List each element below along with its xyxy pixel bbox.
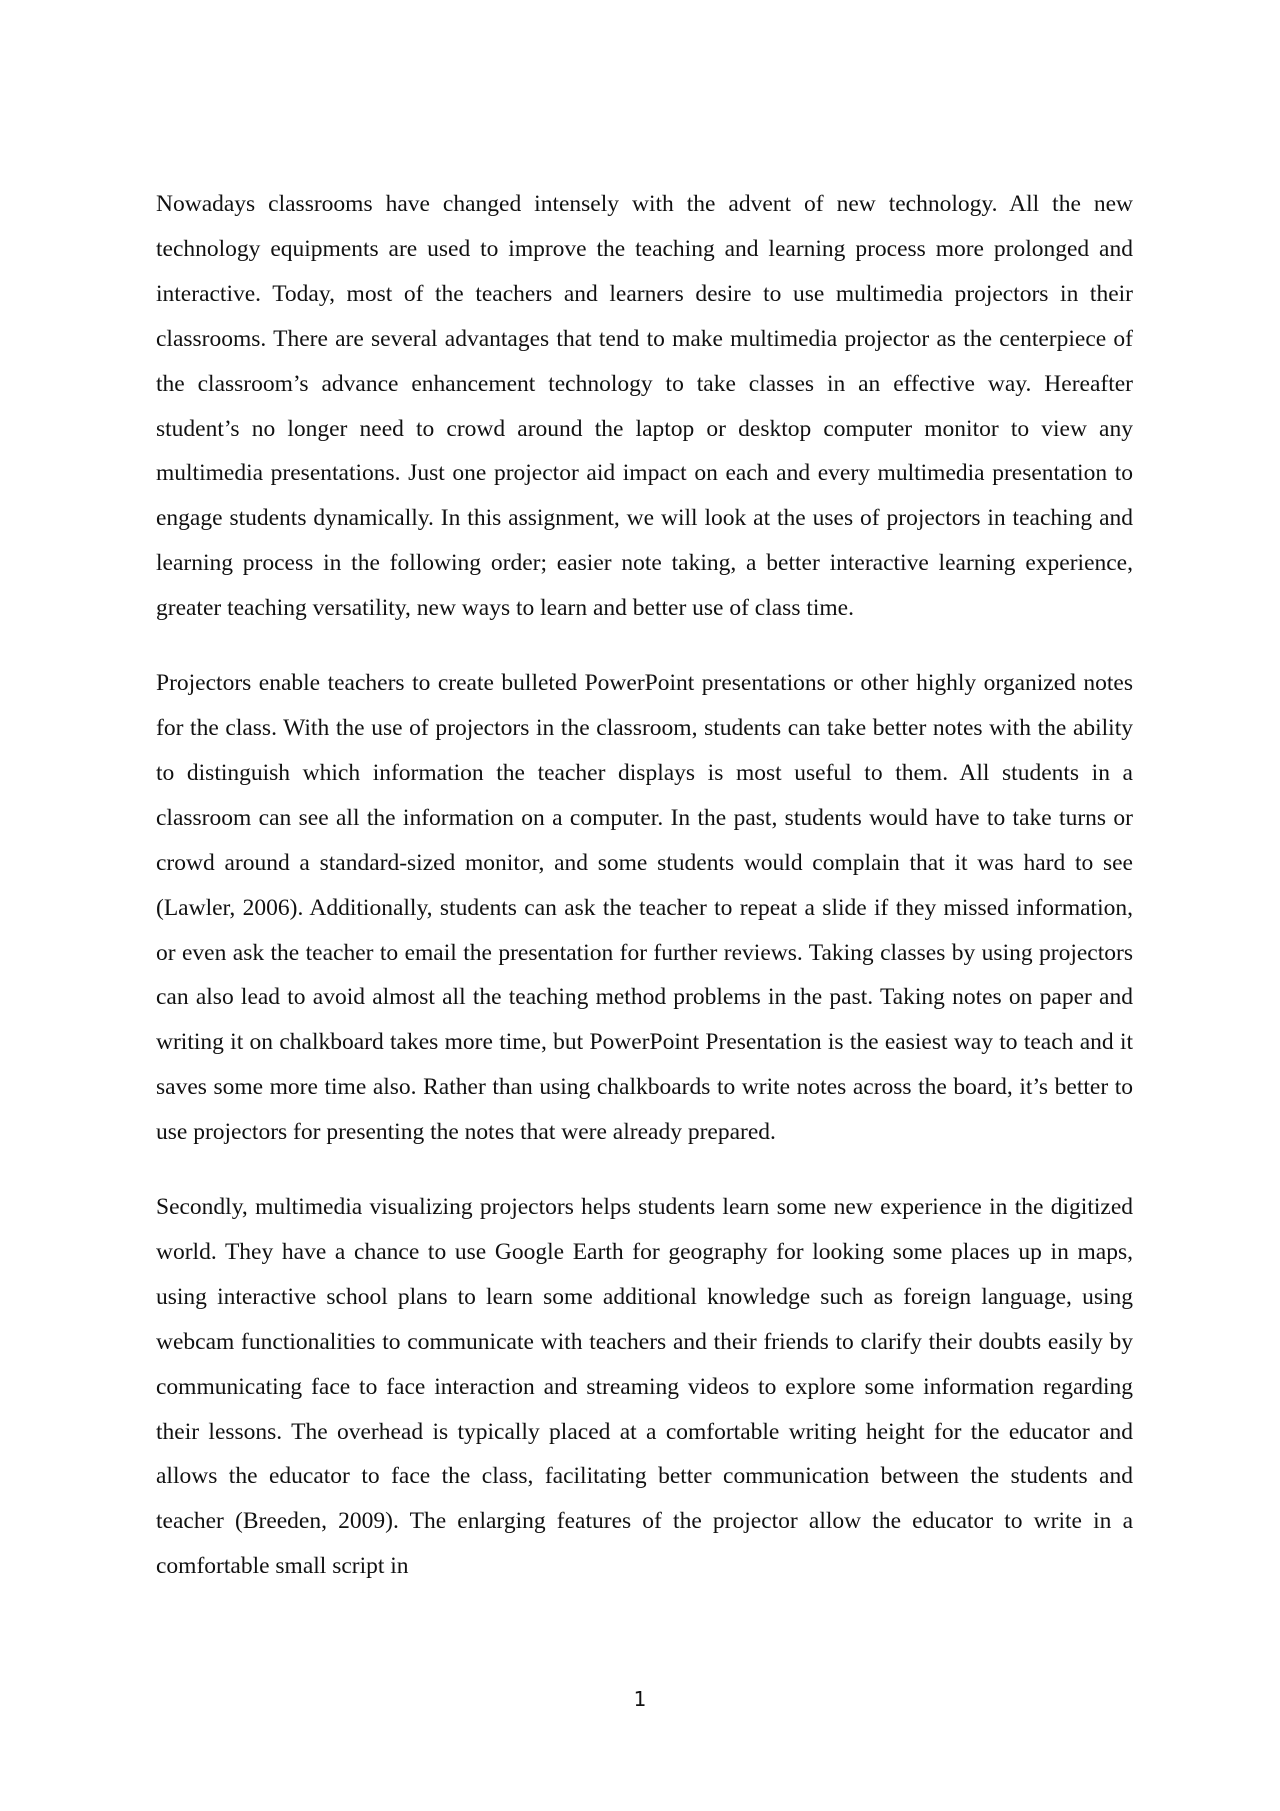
page-number: 1 [633,1687,647,1711]
document-body [156,182,1133,1619]
paragraph-note-taking: Projectors enable teachers to create bulleted PowerPoint presentations or other highly organized notes for the class. With the use of projectors in the classroom, students can take better notes with the ability to distinguish which information the teacher displays is most useful to them. All students in a classroom can see all the information on a computer. In the past, students would have to take turns or crowd around a standard-sized monitor, and some students would complain that it was hard to see (Lawler, 2006). Additionally, students can ask the teacher to repeat a slide if they missed information, or even ask the teacher to email the presentation for further reviews. Taking classes by using projectors can also lead to avoid almost all the teaching method problems in the past. Taking notes on paper and writing it on chalkboard takes more time, but PowerPoint Presentation is the easiest way to teach and it saves some more time also. Rather than using chalkboards to write notes across the board, it’s better to use projectors for presenting the notes that were already prepared. [156,670,1133,1146]
paragraph-intro: Nowadays classrooms have changed intensely with the advent of new technology. All the new technology equipments are used to improve the teaching and learning process more prolonged and interactive. Today, most of the teachers and learners desire to use multimedia projectors in their classrooms. There are several advantages that tend to make multimedia projector as the centerpiece of the classroom’s advance enhancement technology to take classes in an effective way. Hereafter student’s no longer need to crowd around the laptop or desktop computer monitor to view any multimedia presentations. Just one projector aid impact on each and every multimedia presentation to engage students dynamically. In this assignment, we will look at the uses of projectors in teaching and learning process in the following order; easier note taking, a better interactive learning experience, greater teaching versatility, new ways to learn and better use of class time. [156,191,1133,622]
paragraph-interactive-learning: Secondly, multimedia visualizing projectors helps students learn some new experience in the digitized world. They have a chance to use Google Earth for geography for looking some places up in maps, using interactive school plans to learn some additional knowledge such as foreign language, using webcam functionalities to communicate with teachers and their friends to clarify their doubts easily by communicating face to face interaction and streaming videos to explore some information regarding their lessons. The overhead is typically placed at a comfortable writing height for the educator and allows the educator to face the class, facilitating better communication between the students and teacher (Breeden, 2009). The enlarging features of the projector allow the educator to write in a comfortable small script in [156,1194,1133,1580]
